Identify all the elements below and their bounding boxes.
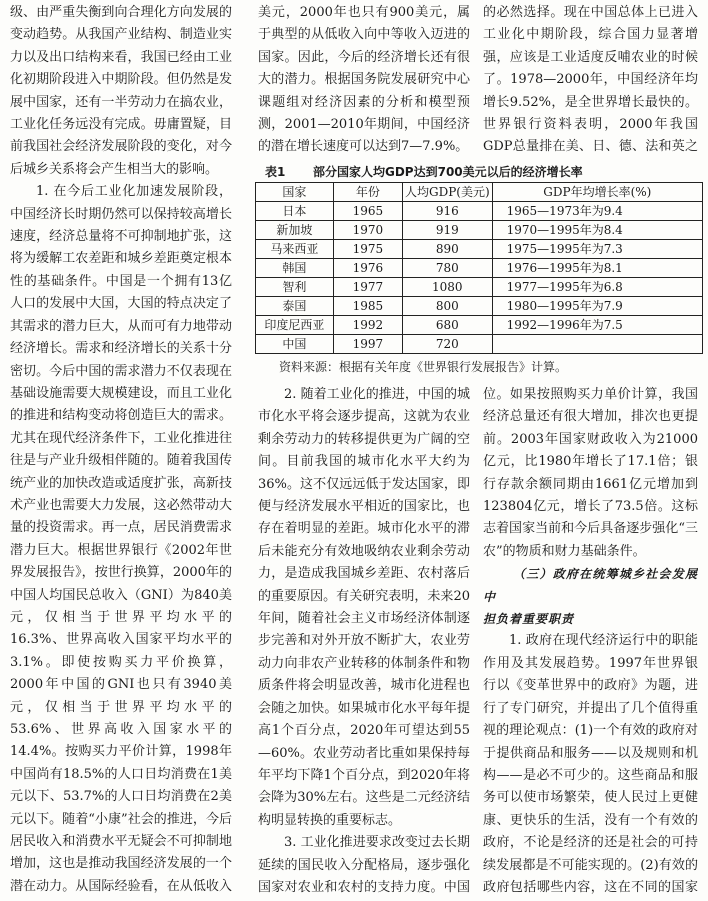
paragraph: 1. 在今后工业化加速发展阶段，中国经济长时期仍然可以保持较高增长速度，经济总量将不可抑制地扩张，这将为缓解工农差距和城乡差距奠定根本性的基础条件。中国是一个拥有13亿人口的发展中大国，大国的特点决定了其需求的潜力巨大，从而可有力地带动经济增长。需求和经济增长的关系十分密切。今后中国的需求潜力不仅表现在基础设施需要大规模建设，而且工业化的推进和结构变动将创造巨大的需求。尤其在现代经济条件下，工业化推进往往是与产业升级相伴随的。随着我国传统产业的加快改造或适度扩张，高新技术产业也需要大力发展，这必然带动大量的投资需求。再一点，居民消费需求潜力巨大。根据世界银行《2002年世界发展报告》，按世行换算，2000年的中国人均国民总收入（GNI）为840美元，仅相当于世界平均水平的16.3%、世界高收入国家平均水平的3.1%。即使按购买力平价换算，2000年中国的GNI也只有3940美元，仅相当于世界平均水平的53.6%、世界高收入国家水平的14.4%。按购买力平价计算，1998年中国尚有18.5%的人口日均消费在1美元以下、53.7%的人口日均消费在2美元以下。随着“小康”社会的推进，今后居民收入和消费水平无疑会不可抑制地增加，这也是推动我国经济发展的一个潜在动力。从国际经验看，在从低收入: [10, 184, 232, 894]
cell-gdp: 916: [402, 202, 492, 221]
gdp-growth-table: [255, 182, 703, 354]
cell-growth: 1980—1995年为7.9: [492, 297, 702, 316]
cell-growth: 1975—1995年为7.3: [492, 240, 702, 259]
cell-country: 印度尼西亚: [256, 316, 334, 335]
table-row: [256, 240, 703, 259]
cell-growth: 1992—1996年为7.5: [492, 316, 702, 335]
table-row: [256, 335, 703, 354]
cell-year: 1977: [333, 278, 402, 297]
cell-country: 新加坡: [256, 221, 334, 240]
text-column-middle-top: [258, 2, 470, 158]
text-column-left: [10, 2, 232, 900]
cell-country: 智利: [256, 278, 334, 297]
header-growth-rate: GDP年均增长率(%): [492, 183, 702, 202]
table-source-note: 资料来源：根据有关年度《世界银行发展报告》计算。: [279, 360, 568, 374]
cell-growth: [492, 335, 702, 354]
section-heading: （三）政府在统筹城乡社会发展中: [483, 567, 698, 604]
cell-year: 1976: [333, 259, 402, 278]
table-row: [256, 221, 703, 240]
paragraph: 3. 工业化推进要求改变过去长期延续的国民收入分配格局，逐步强化国家对农业和农村的支持力度。中国: [258, 835, 470, 895]
table-row: [256, 297, 703, 316]
table-row: [256, 259, 703, 278]
paragraph: 位。如果按照购买力单价计算，我国经济总量还有很大增加，排次也更提前。2003年国家财政收入为21000亿元，比1980年增长了17.1倍；银行存款余额同期由1661亿元增加到123804亿元，增长了73.5倍。这标志着国家当前和今后具备逐步强化“三农”的物质和财力基础条件。: [483, 387, 698, 559]
text-column-right-top: [483, 2, 698, 158]
cell-gdp: 680: [402, 316, 492, 335]
cell-year: 1970: [333, 221, 402, 240]
cell-growth: 1965—1973年为9.4: [492, 202, 702, 221]
table-number: 表1: [265, 165, 286, 179]
table-row: [256, 316, 703, 335]
table-header-row: [256, 183, 703, 202]
paragraph: 2. 随着工业化的推进，中国的城市化水平将会逐步提高，这就为农业剩余劳动力的转移提供更为广阔的空间。目前我国的城市化水平大约为36%。这不仅远远低于发达国家，即便与经济发展水平相近的国家比，也存在着明显的差距。城市化水平的滞后未能充分有效地吸纳农业剩余劳动力，是造成我国城乡差距、农村落后的重要原因。有关研究表明，未来20年间，随着社会主义市场经济体制逐步完善和对外开放不断扩大，农业劳动力向非农产业转移的体制条件和物质条件将会明显改善，城市化进程也会随之加快。如果城市化水平每年提高1个百分点，2020年可望达到55—60%。农业劳动者比重如果保持每年平均下降1个百分点，到2020年将会降为30%左右。这些是二元经济结构明显转换的重要标志。: [258, 387, 470, 828]
cell-country: 韩国: [256, 259, 334, 278]
paragraph: 的必然选择。现在中国总体上已进入工业化中期阶段，综合国力显著增强，应该是工业适度反哺农业的时候了。1978—2000年，中国经济年均增长9.52%，是全世界增长最快的。世界银行资料表明，2000年我国GDP总量排在美、日、德、法和英之: [483, 5, 698, 155]
cell-growth: 1977—1995年为6.8: [492, 278, 702, 297]
cell-gdp: 890: [402, 240, 492, 259]
section-heading-continued: 担负着重要职责: [483, 612, 575, 627]
text-column-right-bottom: [483, 384, 698, 900]
paragraph: 级、由严重失衡到向合理化方向发展的变动趋势。从我国产业结构、制造业实力以及出口结构来看，我国已经由工业化初期阶段进入中期阶段。但仍然是发展中国家，还有一半劳动力在搞农业，工业化任务远没有完成。毋庸置疑，目前我国社会经济发展阶段的变化，对今后城乡关系将会产生相当大的影响。: [10, 5, 232, 177]
cell-gdp: 780: [402, 259, 492, 278]
cell-year: 1975: [333, 240, 402, 259]
cell-growth: 1970—1995年为8.4: [492, 221, 702, 240]
cell-gdp: 720: [402, 335, 492, 354]
cell-country: 日本: [256, 202, 334, 221]
cell-gdp: 800: [402, 297, 492, 316]
cell-country: 马来西亚: [256, 240, 334, 259]
cell-country: 中国: [256, 335, 334, 354]
cell-gdp: 1080: [402, 278, 492, 297]
cell-country: 泰国: [256, 297, 334, 316]
cell-growth: 1976—1995年为8.1: [492, 259, 702, 278]
cell-year: 1992: [333, 316, 402, 335]
header-gdp-per-capita: 人均GDP(美元): [402, 183, 492, 202]
paragraph: 1. 政府在现代经济运行中的职能作用及其发展趋势。1997年世界银行以《变革世界中的政府》为题，进行了专门研究，并提出了几个值得重视的理论观点：(1)一个有效的政府对于提供商品和服务——以及规则和机构——是必不可少的。这些商品和服务可以使市场繁荣，使人民过上更健康、更快乐的生活，没有一个有效的政府，不论是经济的还是社会的可持续发展都是不可能实现的。(2)有效的政府包括哪些内容，这在不同的国家: [483, 633, 698, 895]
cell-year: 1997: [333, 335, 402, 354]
cell-gdp: 919: [402, 221, 492, 240]
cell-year: 1965: [333, 202, 402, 221]
table-row: [256, 278, 703, 297]
table-row: [256, 202, 703, 221]
table-caption: [255, 162, 703, 182]
header-country: 国家: [256, 183, 334, 202]
table-section: [255, 162, 703, 375]
text-column-middle-bottom: [258, 384, 470, 900]
table-title: 部分国家人均GDP达到700美元以后的经济增长率: [313, 165, 583, 179]
cell-year: 1985: [333, 297, 402, 316]
header-year: 年份: [333, 183, 402, 202]
paragraph: 美元，2000年也只有900美元，属于典型的从低收入向中等收入迈进的国家。因此，今后的经济增长还有很大的潜力。根据国务院发展研究中心课题组对经济因素的分析和模型预测，2001—2010年期间，中国经济的潜在增长速度可以达到7—7.9%。: [258, 5, 470, 155]
